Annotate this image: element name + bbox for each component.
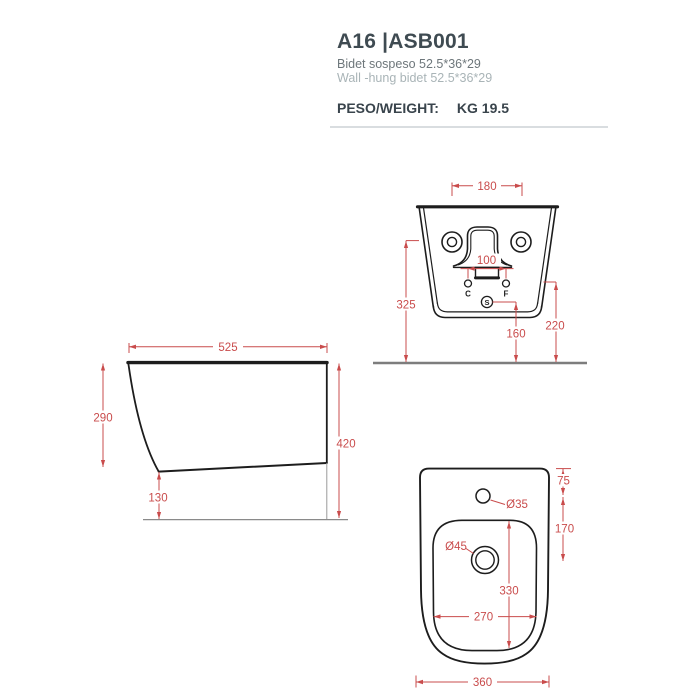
weight-value: KG 19.5: [456, 99, 510, 116]
hot-water-port: [503, 280, 510, 287]
dim-clearance: 130: [148, 492, 168, 505]
cold-port-label: C: [465, 289, 471, 299]
subtitle-english: Wall -hung bidet 52.5*36*29: [337, 71, 493, 86]
dim-basin-width: 270: [473, 611, 494, 624]
drain-hole-inner: [476, 551, 494, 569]
page-title: A16 |ASB001: [337, 30, 469, 53]
tap-hole: [476, 489, 490, 503]
dim-front-height: 290: [93, 412, 113, 425]
dim-hole-height: 325: [396, 299, 416, 312]
dim-cf-spacing: 100: [476, 255, 497, 267]
subtitle-italian: Bidet sospeso 52.5*36*29: [337, 57, 481, 72]
dim-depth: 525: [218, 342, 238, 354]
dim-drain-dia: Ø45: [445, 541, 467, 553]
side-view: [128, 363, 327, 472]
plan-view: [420, 469, 549, 664]
dim-basin-depth: 330: [499, 585, 519, 598]
dim-tap-hole-dia: Ø35: [506, 499, 528, 511]
dim-cf-height: 220: [545, 320, 565, 333]
mounting-hole-right: [511, 232, 531, 252]
dim-tap-offset: 75: [557, 475, 570, 488]
dim-total-height: 420: [336, 438, 356, 451]
hot-port-label: F: [503, 289, 509, 299]
dim-hole-spacing: 180: [477, 181, 497, 193]
weight-label: PESO/WEIGHT:: [337, 99, 439, 116]
dim-width: 360: [472, 677, 493, 689]
mounting-hole-left: [442, 232, 462, 252]
side-front-profile: [129, 365, 159, 472]
side-bottom-edge: [159, 463, 327, 472]
plan-view-dimensions: [416, 469, 578, 689]
cold-water-port: [465, 280, 472, 287]
dim-tap-to-drain: 170: [554, 523, 575, 536]
soil-port-label: S: [484, 298, 490, 307]
dim-drain-height: 160: [506, 328, 526, 341]
